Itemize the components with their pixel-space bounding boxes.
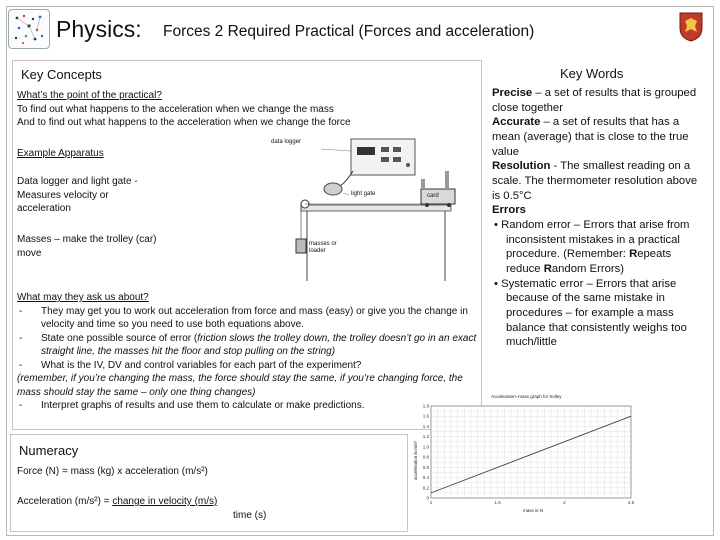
graph-y-tick: 1.0 — [422, 444, 429, 450]
ask-item-3: - What is the IV, DV and control variables for each part of the experiment? — [19, 359, 362, 371]
ask-item-4: - Interpret graphs of results and use them to calculate or make predictions. — [19, 400, 365, 411]
graph-x-tick: 2 — [563, 500, 566, 505]
key-words-list — [492, 86, 708, 350]
numeracy-panel — [10, 434, 408, 532]
graph-xlabel: mass in N — [523, 508, 544, 513]
graph-y-tick: 0 — [426, 495, 429, 501]
graph-y-tick: 0.4 — [422, 475, 429, 481]
numeracy-heading: Numeracy — [19, 443, 79, 458]
equation-acceleration: Acceleration (m/s²) = change in velocity (m/s) — [17, 496, 218, 507]
label-data-logger: data logger — [271, 139, 302, 145]
kw-random-error: • Random error – Errors that arise from inconsistent mistakes in a practical procedure. (Remember: Repeats reduce Random Errors) — [494, 219, 690, 276]
subject-title: Physics: — [56, 16, 142, 42]
point-line-1: To find out what happens to the acceleration when we change the mass — [17, 103, 334, 115]
graph-y-tick: 1.8 — [422, 403, 429, 409]
graph-y-tick: 0.2 — [422, 485, 429, 491]
datalogger-text: Data logger and light gate - Measures velocity or acceleration — [17, 176, 138, 214]
masses-text: Masses – make the trolley (car) move — [17, 234, 157, 259]
graph-y-tick: 1.4 — [422, 423, 429, 429]
graph-title: Acceleration–mass graph for trolley — [491, 394, 562, 399]
key-words-heading: Key Words — [560, 66, 624, 81]
page-title: Forces 2 Required Practical (Forces and acceleration) — [163, 23, 535, 40]
graph-y-tick: 1.2 — [422, 434, 429, 440]
ask-heading: What may they ask us about? — [17, 292, 149, 303]
school-logo — [8, 9, 50, 49]
ask-item-2: - State one possible source of error (friction slows the trolley down, the trolley doesn’t go in an exact straight line, the masses hit the floor and stop pulling on the string) — [19, 332, 477, 357]
equation-force: Force (N) = mass (kg) x acceleration (m/s²) — [17, 466, 208, 477]
graph-y-tick: 1.6 — [422, 413, 429, 419]
label-masses: masses or loader — [309, 241, 337, 254]
label-light-gate: light gate — [351, 191, 376, 197]
point-heading: What’s the point of the practical? — [17, 90, 162, 101]
key-concepts-heading: Key Concepts — [21, 67, 102, 82]
kw-accurate: Accurate – a set of results that has a mean (average) that is close to the true value — [492, 116, 689, 158]
graph-y-tick: 0.8 — [422, 454, 429, 460]
graph-svg — [405, 390, 635, 518]
graph-x-tick: 2.5 — [627, 500, 635, 505]
kw-errors: Errors — [492, 204, 526, 217]
graph-x-tick: 1 — [429, 500, 433, 505]
graph-x-tick: 1.5 — [494, 500, 501, 505]
crest-icon — [679, 12, 703, 42]
apparatus-heading: Example Apparatus — [17, 148, 104, 159]
equation-denominator: time (s) — [233, 510, 267, 521]
equation-numerator: change in velocity (m/s) — [112, 496, 218, 507]
kw-precise: Precise – a set of results that is grouped close together — [492, 87, 697, 114]
point-line-2: And to find out what happens to the acceleration when we change the force — [17, 117, 351, 128]
kw-systematic-error: • Systematic error – Errors that arise because of the same mistake in procedures – for example a mass balance that consistently weighs too much/little — [494, 277, 687, 349]
key-concepts-panel — [12, 60, 482, 430]
graph-ylabel: acceleration in m/s² — [413, 440, 418, 480]
label-card: card — [427, 193, 439, 199]
kw-resolution: Resolution - The smallest reading on a scale. The thermometer resolution above is 0.5°C — [492, 160, 698, 202]
apparatus-diagram — [271, 135, 461, 285]
graph-y-tick: 0.6 — [422, 464, 429, 470]
ask-item-1: - They may get you to work out acceleration from force and mass (easy) or give you the change in velocity and time so you need to use both equations above. — [19, 305, 468, 330]
ask-remember: (remember, if you’re changing the mass, the force should stay the same, if you’re changing force, the mass should stay the same – only one thing changes) — [17, 373, 463, 398]
acceleration-mass-graph — [405, 390, 635, 518]
